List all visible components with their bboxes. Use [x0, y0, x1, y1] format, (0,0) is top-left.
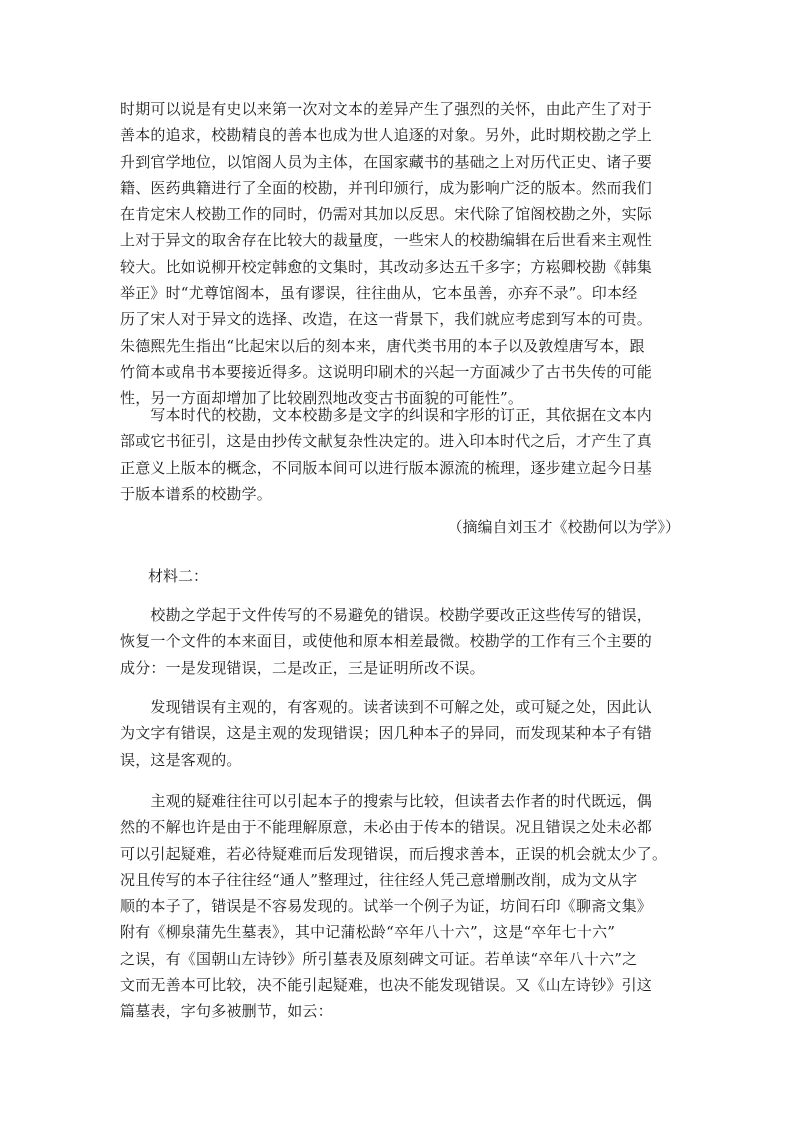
text-line: 在肯定宋人校勘工作的同时，仍需对其加以反思。宋代除了馆阁校勘之外，实际: [120, 205, 653, 224]
text-line: 恢复一个文件的本来面目，或使他和原本相差最微。校勘学的工作有三个主要的: [120, 632, 653, 651]
text-line: 升到官学地位，以馆阁人员为主体，在国家藏书的基础之上对历代正史、诸子要: [120, 152, 653, 171]
text-line: 举正》时“尤尊馆阁本，虽有谬误，往往曲从，它本虽善，亦弃不录”。印本经: [120, 284, 638, 303]
text-line: 写本时代的校勘，文本校勘多是文字的纠误和字形的订正，其依据在文本内: [120, 406, 653, 424]
text-line: 之误，有《国朝山左诗钞》所引墓表及原刻碑文可证。若单读“卒年八十六”之: [120, 949, 638, 968]
paragraph-finding-errors: [120, 694, 680, 773]
text-line: 善本的追求，校勘精良的善本也成为世人追逐的对象。另外，此时期校勘之学上: [120, 126, 653, 145]
text-line: 于版本谱系的校勘学。: [120, 484, 273, 503]
text-line: 历了宋人对于异文的选择、改造，在这一背景下，我们就应考虑到写本的可贵。: [120, 310, 653, 329]
text-line: 较大。比如说柳开校定韩愈的文集时，其改动多达五千多字；方崧卿校勘《韩集: [120, 257, 653, 276]
source-citation: （摘编自刘玉才《校勘何以为学》）: [447, 518, 680, 536]
paragraph-song-collation: [120, 96, 680, 412]
paragraph-collation-origin: [120, 602, 680, 681]
text-line: 朱德熙先生指出“比起宋以后的刻本来，唐代类书用的本子以及敦煌唐写本，跟: [120, 336, 645, 355]
text-line: 校勘之学起于文件传写的不易避免的错误。校勘学要改正这些传写的错误，: [120, 606, 653, 624]
text-line: 成分：一是发现错误，二是改正，三是证明所改不误。: [120, 658, 485, 677]
text-line: 上对于异文的取舍存在比较大的裁量度，一些宋人的校勘编辑在后世看来主观性: [120, 231, 653, 250]
text-line: 为文字有错误，这是主观的发现错误；因几种本子的异同，而发现某种本子有错: [120, 724, 653, 743]
text-line: 竹简本或帛书本要接近得多。这说明印刷术的兴起一方面减少了古书失传的可能: [120, 362, 653, 381]
text-line: 可以引起疑难，若必待疑难而后发现错误，而后搜求善本，正误的机会就太少了。: [120, 844, 668, 863]
text-line: 文而无善本可比较，决不能引起疑难，也决不能发现错误。又《山左诗钞》引这: [120, 976, 653, 995]
text-line: 部或它书征引，这是由抄传文献复杂性决定的。进入印本时代之后，才产生了真: [120, 432, 653, 451]
text-line: 然的不解也许是由于不能理解原意，未必由于传本的错误。况且错误之处未必都: [120, 818, 653, 837]
section-heading: 材料二：: [148, 567, 209, 585]
text-line: 篇墓表，字句多被删节，如云：: [120, 1002, 333, 1021]
text-line: 主观的疑难往往可以引起本子的搜索与比较，但读者去作者的时代既远，偶: [120, 792, 653, 810]
text-line: 附有《柳泉蒲先生墓表》，其中记蒲松龄“卒年八十六”，这是“卒年七十六”: [120, 923, 616, 942]
text-line: 发现错误有主观的，有客观的。读者读到不可解之处，或可疑之处，因此认: [120, 698, 653, 716]
text-line: 正意义上版本的概念，不同版本间可以进行版本源流的梳理，逐步建立起今日基: [120, 458, 653, 477]
text-line: 误，这是客观的。: [120, 750, 242, 769]
text-line: 性，另一方面却增加了比较剧烈地改变古书面貌的可能性”。: [120, 389, 524, 408]
text-line: 时期可以说是有史以来第一次对文本的差异产生了强烈的关怀，由此产生了对于: [120, 100, 653, 118]
text-line: 顺的本子了，错误是不容易发现的。试举一个例子为证，坊间石印《聊斋文集》: [120, 897, 653, 916]
paragraph-manuscript-era: [120, 402, 680, 507]
text-line: 籍、医药典籍进行了全面的校勘，并刊印颁行，成为影响广泛的版本。然而我们: [120, 178, 653, 197]
text-line: 况且传写的本子往往经“通人”整理过，往往经人凭己意增删改削，成为文从字: [120, 870, 638, 889]
paragraph-subjective-doubts: [120, 788, 680, 1025]
